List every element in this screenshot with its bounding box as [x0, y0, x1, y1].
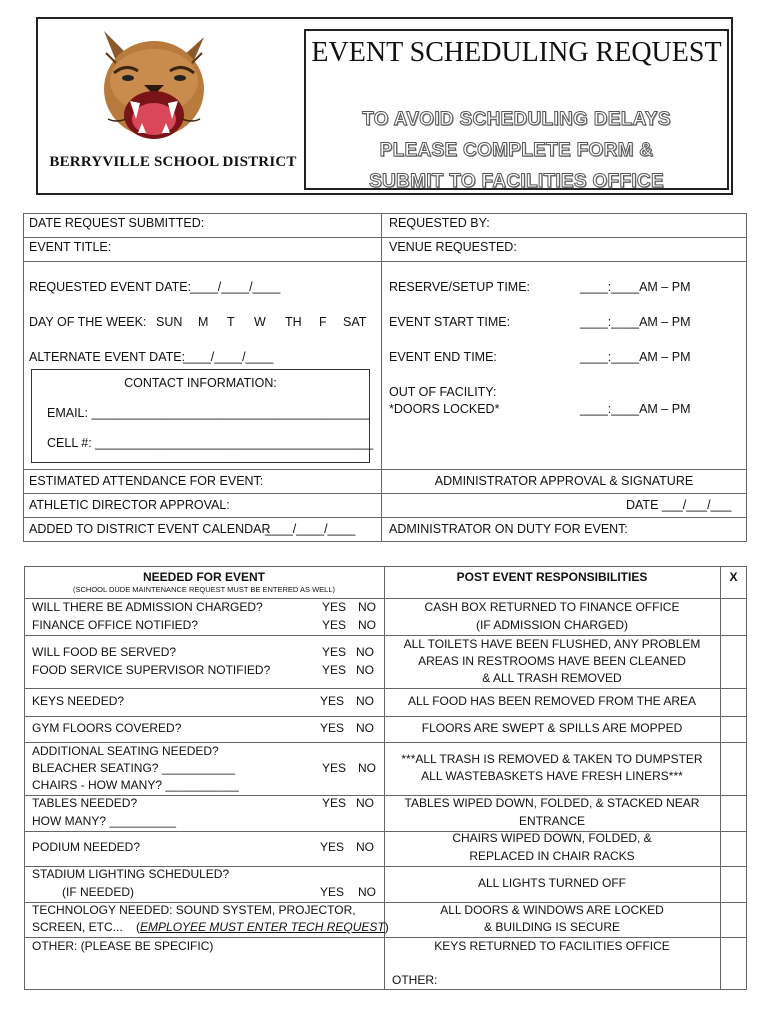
alternate-date-label: ALTERNATE EVENT DATE:	[29, 350, 186, 364]
day-option-mon[interactable]: M	[198, 315, 209, 329]
requested-date-label: REQUESTED EVENT DATE:	[29, 280, 192, 294]
stadium-question: STADIUM LIGHTING SCHEDULED?	[32, 867, 230, 881]
cash-box-note: (IF ADMISSION CHARGED)	[475, 618, 628, 632]
trash-task-line-1: ***ALL TRASH IS REMOVED & TAKEN TO DUMPSTER	[401, 752, 703, 766]
cash-box-task: CASH BOX RETURNED TO FINANCE OFFICE	[424, 600, 680, 614]
seating-question: ADDITIONAL SEATING NEEDED?	[32, 744, 219, 758]
bleacher-field[interactable]: BLEACHER SEATING? ___________	[32, 761, 236, 775]
tables-task-line-2: ENTRANCE	[518, 814, 585, 828]
gym-floors-question: GYM FLOORS COVERED?	[32, 721, 182, 735]
admin-approval-label: ADMINISTRATOR APPROVAL & SIGNATURE	[434, 474, 694, 488]
admin-on-duty-label[interactable]: ADMINISTRATOR ON DUTY FOR EVENT:	[389, 522, 628, 536]
admission-no[interactable]: NO	[358, 600, 376, 614]
bobcat-mascot-logo-icon	[86, 23, 216, 153]
food-question: WILL FOOD BE SERVED?	[32, 645, 177, 659]
chairs-field[interactable]: CHAIRS - HOW MANY? ___________	[32, 778, 239, 792]
keys-returned-task: KEYS RETURNED TO FACILITIES OFFICE	[434, 939, 670, 953]
added-calendar-label: ADDED TO DISTRICT EVENT CALENDAR	[29, 522, 271, 536]
technology-screen: SCREEN, ETC... (EMPLOYEE MUST ENTER TECH REQUEST)	[32, 920, 389, 934]
lights-task: ALL LIGHTS TURNED OFF	[477, 876, 627, 890]
event-end-field[interactable]: ____:____AM – PM	[580, 350, 691, 364]
podium-question: PODIUM NEEDED?	[32, 840, 141, 854]
form-header	[36, 17, 733, 195]
keys-no[interactable]: NO	[356, 694, 374, 708]
venue-label[interactable]: VENUE REQUESTED:	[389, 240, 517, 254]
reserve-time-label: RESERVE/SETUP TIME:	[389, 280, 531, 294]
tables-task-line-1: TABLES WIPED DOWN, FOLDED, & STACKED NEAR	[404, 796, 700, 810]
day-option-sat[interactable]: SAT	[343, 315, 367, 329]
food-removed-task: ALL FOOD HAS BEEN REMOVED FROM THE AREA	[407, 694, 697, 708]
doors-task-line-2: & BUILDING IS SECURE	[483, 920, 621, 934]
toilets-task-line-1: ALL TOILETS HAVE BEEN FLUSHED, ANY PROBLEM	[403, 637, 701, 651]
podium-no[interactable]: NO	[356, 840, 374, 854]
subtitle-line-1: TO AVOID SCHEDULING DELAYS	[362, 109, 671, 130]
admission-question: WILL THERE BE ADMISSION CHARGED?	[32, 600, 263, 614]
seating-yes[interactable]: YES	[322, 761, 347, 775]
trash-task-line-2: ALL WASTEBASKETS HAVE FRESH LINERS***	[421, 769, 683, 783]
alternate-date-field[interactable]: ____/____/____	[183, 350, 274, 364]
attendance-label[interactable]: ESTIMATED ATTENDANCE FOR EVENT:	[29, 474, 264, 488]
athletic-approval-label[interactable]: ATHLETIC DIRECTOR APPROVAL:	[29, 498, 230, 512]
doors-locked-label: *DOORS LOCKED*	[389, 402, 500, 416]
day-option-tue[interactable]: T	[227, 315, 235, 329]
finance-notified-question: FINANCE OFFICE NOTIFIED?	[32, 618, 199, 632]
out-of-facility-label: OUT OF FACILITY:	[389, 385, 497, 399]
tables-yes[interactable]: YES	[322, 796, 347, 810]
keys-yes[interactable]: YES	[320, 694, 345, 708]
email-field[interactable]: EMAIL: ________________________________________	[47, 406, 370, 420]
calendar-date-field[interactable]: ____/____/____	[265, 522, 356, 536]
doors-task-line-1: ALL DOORS & WINDOWS ARE LOCKED	[440, 903, 664, 917]
employee-note: EMPLOYEE MUST ENTER TECH REQUEST	[140, 920, 385, 934]
supervisor-no[interactable]: NO	[356, 663, 374, 677]
reserve-time-field[interactable]: ____:____AM – PM	[580, 280, 691, 294]
day-of-week-label: DAY OF THE WEEK:	[29, 315, 147, 329]
needed-heading: NEEDED FOR EVENT	[142, 570, 265, 584]
tables-how-many-field[interactable]: HOW MANY? __________	[32, 814, 177, 828]
requested-date-field[interactable]: ____/____/____	[190, 280, 281, 294]
subtitle-line-2: PLEASE COMPLETE FORM &	[379, 140, 654, 161]
floors-task: FLOORS ARE SWEPT & SPILLS ARE MOPPED	[421, 721, 683, 735]
day-option-thu[interactable]: TH	[285, 315, 302, 329]
stadium-if-needed: (IF NEEDED)	[62, 885, 134, 899]
finance-yes[interactable]: YES	[322, 618, 347, 632]
cell-field[interactable]: CELL #: ________________________________________	[47, 436, 374, 450]
post-event-heading: POST EVENT RESPONSIBILITIES	[456, 570, 648, 584]
check-column-heading: X	[729, 570, 738, 584]
food-yes[interactable]: YES	[322, 645, 347, 659]
district-name: BERRYVILLE SCHOOL DISTRICT	[49, 154, 297, 170]
stadium-no[interactable]: NO	[358, 885, 376, 899]
event-title-label[interactable]: EVENT TITLE:	[29, 240, 112, 254]
tables-no[interactable]: NO	[356, 796, 374, 810]
day-option-wed[interactable]: W	[254, 315, 266, 329]
food-no[interactable]: NO	[356, 645, 374, 659]
requested-by-label[interactable]: REQUESTED BY:	[389, 216, 490, 230]
seating-no[interactable]: NO	[358, 761, 376, 775]
other-needs-field[interactable]: OTHER: (PLEASE BE SPECIFIC)	[32, 939, 214, 953]
chairs-task-line-1: CHAIRS WIPED DOWN, FOLDED, &	[452, 831, 652, 845]
event-end-label: EVENT END TIME:	[389, 350, 497, 364]
admission-yes[interactable]: YES	[322, 600, 347, 614]
day-option-sun[interactable]: SUN	[156, 315, 183, 329]
keys-question: KEYS NEEDED?	[32, 694, 125, 708]
chairs-task-line-2: REPLACED IN CHAIR RACKS	[469, 849, 635, 863]
other-post-field[interactable]: OTHER:	[392, 973, 438, 987]
finance-no[interactable]: NO	[358, 618, 376, 632]
event-start-field[interactable]: ____:____AM – PM	[580, 315, 691, 329]
gym-yes[interactable]: YES	[320, 721, 345, 735]
contact-heading: CONTACT INFORMATION:	[124, 376, 277, 390]
out-of-facility-field[interactable]: ____:____AM – PM	[580, 402, 691, 416]
tables-question: TABLES NEEDED?	[32, 796, 138, 810]
screen-text: SCREEN, ETC...	[32, 920, 123, 934]
toilets-task-line-2: AREAS IN RESTROOMS HAVE BEEN CLEANED	[418, 654, 686, 668]
approval-date-field[interactable]: DATE ___/___/___	[626, 498, 732, 512]
title-box	[304, 29, 729, 190]
subtitle-line-3: SUBMIT TO FACILITIES OFFICE	[369, 171, 664, 192]
stadium-yes[interactable]: YES	[320, 885, 345, 899]
day-option-fri[interactable]: F	[319, 315, 327, 329]
technology-question: TECHNOLOGY NEEDED: SOUND SYSTEM, PROJECTOR,	[32, 903, 356, 917]
event-start-label: EVENT START TIME:	[389, 315, 511, 329]
gym-no[interactable]: NO	[356, 721, 374, 735]
supervisor-yes[interactable]: YES	[322, 663, 347, 677]
date-submitted-label[interactable]: DATE REQUEST SUBMITTED:	[29, 216, 205, 230]
podium-yes[interactable]: YES	[320, 840, 345, 854]
page-title: EVENT SCHEDULING REQUEST	[311, 37, 722, 68]
food-supervisor-question: FOOD SERVICE SUPERVISOR NOTIFIED?	[32, 663, 271, 677]
toilets-task-line-3: & ALL TRASH REMOVED	[482, 671, 622, 685]
needed-subheading: (SCHOOL DUDE MAINTENANCE REQUEST MUST BE ENTERED AS WELL)	[73, 585, 335, 594]
